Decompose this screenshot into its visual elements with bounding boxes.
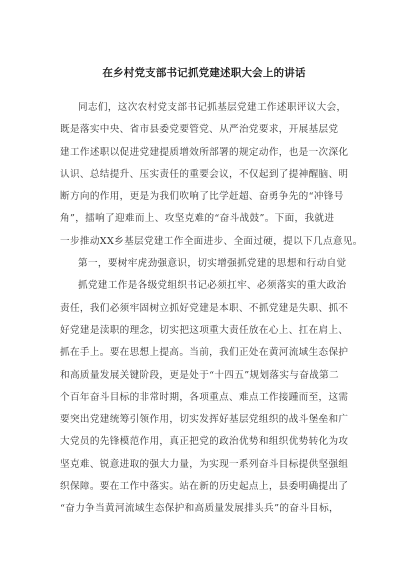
paragraph-line: 责任，我们必须牢固树立抓好党建是本职、不抓党建是失职、抓不: [60, 302, 349, 314]
paragraph-line: “奋力争当黄河流域生态保护和高质量发展排头兵”的奋斗目标，: [60, 503, 339, 515]
paragraph-line: 建工作述职以促进党建提质增效所部署的规定动作，也是一次深化: [60, 146, 349, 158]
paragraph-line: 一步推动XX乡基层党建工作全面进步、全面过硬，提以下几点意见。: [60, 235, 363, 247]
paragraph-line: 抓在手上。要在思想上提高。当前，我们正处在黄河流域生态保护: [60, 347, 349, 359]
paragraph-line: 既是落实中央、省市县委党要管党、从严治党要求，开展基层党: [60, 124, 339, 136]
paragraph-line: 大党员的先锋模范作用，真正把党的政治优势和组织优势转化为攻: [60, 436, 349, 448]
paragraph-line: 个百年奋斗目标的非常时期，各项重点、难点工作接踵而至，这需: [60, 391, 349, 403]
paragraph-line: 同志们，这次农村党支部书记抓基层党建工作述职评议大会，: [78, 102, 347, 113]
paragraph-line: 抓党建工作是各级党组织书记必须扛牢、必须落实的重大政治: [78, 280, 347, 292]
section-heading-line: 第一，要树牢虎劲强意识，切实增强抓党建的思想和行动自觉: [78, 258, 347, 270]
paragraph-line: 织保障。要在工作中落实。站在新的历史起点上，县委明确提出了: [60, 481, 349, 493]
paragraph-line: 角”，擂响了迎难而上、攻坚克难的“奋斗战鼓”。下面，我就进: [60, 213, 335, 225]
document-body: [60, 97, 363, 521]
paragraph-line: 认识、总结提升、压实责任的重要会议，不仅起到了提神醒脑、明: [60, 168, 349, 180]
document-title: 在乡村党支部书记抓党建述职大会上的讲话: [102, 67, 306, 79]
paragraph-line: 断方向的作用，更是为我们吹响了比学赶超、奋勇争先的“冲锋号: [60, 191, 344, 203]
paragraph-line: 坚克难、锐意进取的强大力量，为实现一系列奋斗目标提供坚强组: [60, 458, 349, 470]
paragraph-line: 要突出党建统筹引领作用，切实发挥好基层党组织的战斗堡垒和广: [60, 414, 349, 426]
paragraph-line: 好党建是渎职的理念，切实把这项重大责任放在心上、扛在肩上、: [60, 324, 349, 336]
paragraph-line: 和高质量发展关键阶段，更是处于“十四五”规划落实与奋战第二: [60, 369, 339, 381]
